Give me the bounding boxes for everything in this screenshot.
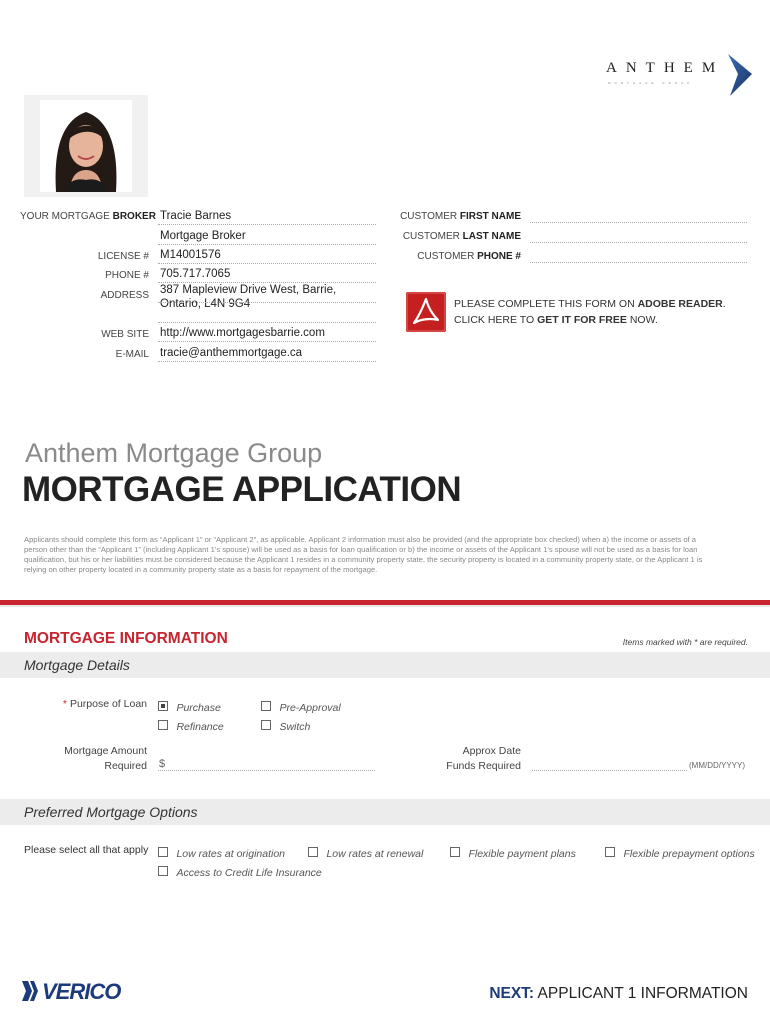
mortgage-info-title: MORTGAGE INFORMATION	[24, 630, 228, 647]
broker-title-underline	[158, 244, 376, 245]
phone-underline	[158, 282, 376, 283]
credit-life-insurance-checkbox[interactable]	[158, 866, 168, 876]
address-line2[interactable]: Ontario, L4N 9G4	[160, 298, 251, 310]
adobe-pdf-icon	[406, 292, 446, 332]
anthem-logo	[606, 52, 756, 98]
logo-chevron-icon	[722, 52, 756, 98]
customer-last-name-label: CUSTOMER LAST NAME	[402, 231, 521, 242]
broker-title[interactable]: Mortgage Broker	[160, 230, 246, 242]
email-underline	[158, 361, 376, 362]
license-value[interactable]: M14001576	[160, 249, 221, 261]
license-label: LICENSE #	[97, 251, 149, 262]
approx-date-field[interactable]	[532, 770, 687, 771]
address-underline-2	[158, 322, 376, 323]
intro-paragraph: Applicants should complete this form as “Applicant 1” or “Applicant 2”, as applicable. Applicant 2 information must also be provided (and the appropriate box checked) when a) the income or assets of a person other than the “Applicant 1” (including Applicant 1’s spouse) will be used as a basis for loan qualification or b) the income or assets of the Applicant 1’s spouse will not be used as a basis for loan qualification, but his or her liabilities must be considered because the Applicant 1 resides in a community property state, the security property is located in a community property state, or the Applicant 1 is relying on other property located in a community property state as a basis for repayment of the mortgage.	[24, 535, 703, 574]
license-underline	[158, 263, 376, 264]
switch-checkbox[interactable]	[261, 720, 271, 730]
flexible-prepayment-checkbox[interactable]	[605, 847, 615, 857]
purpose-option-refinance[interactable]: Refinance	[158, 717, 224, 735]
flexible-payment-checkbox[interactable]	[450, 847, 460, 857]
low-rates-renewal-checkbox[interactable]	[308, 847, 318, 857]
phone-value[interactable]: 705.717.7065	[160, 268, 231, 280]
verico-chevrons-icon	[22, 981, 42, 1001]
adobe-line-2: CLICK HERE TO GET IT FOR FREE NOW.	[454, 314, 658, 326]
verico-logo	[22, 979, 132, 1003]
customer-last-name-field[interactable]	[530, 242, 747, 243]
customer-phone-field[interactable]	[530, 262, 747, 263]
refinance-checkbox[interactable]	[158, 720, 168, 730]
adobe-reader-link[interactable]	[406, 292, 746, 332]
email-value[interactable]: tracie@anthemmortgage.ca	[160, 347, 303, 359]
broker-label: YOUR MORTGAGE BROKER	[20, 211, 156, 222]
option-flexible-payment[interactable]: Flexible payment plans	[450, 844, 576, 862]
purchase-checkbox[interactable]	[158, 701, 168, 711]
preapproval-checkbox[interactable]	[261, 701, 271, 711]
page-title: MORTGAGE APPLICATION	[22, 470, 462, 509]
select-all-label: Please select all that apply	[24, 844, 149, 856]
verico-wordmark: VERICO	[42, 979, 121, 1004]
purpose-label: * Purpose of Loan	[62, 698, 147, 710]
purpose-option-purchase[interactable]: Purchase	[158, 698, 221, 716]
low-rates-origination-checkbox[interactable]	[158, 847, 168, 857]
email-label: E-MAIL	[115, 349, 149, 360]
preferred-options-title: Preferred Mortgage Options	[24, 804, 198, 820]
section-divider-shadow	[0, 605, 770, 607]
website-label: WEB SITE	[101, 329, 149, 340]
adobe-line-1: PLEASE COMPLETE THIS FORM ON ADOBE READER.	[454, 298, 726, 310]
broker-photo	[40, 100, 132, 192]
broker-photo-frame	[24, 95, 148, 197]
logo-subtitle: MORTGAGE GROUP	[608, 81, 694, 85]
next-page-link[interactable]: NEXT: APPLICANT 1 INFORMATION	[489, 985, 748, 1002]
required-note: Items marked with * are required.	[622, 637, 748, 647]
approx-date-label: Approx Date Funds Required	[446, 745, 521, 772]
address-label: ADDRESS	[100, 290, 149, 301]
option-credit-life-insurance[interactable]: Access to Credit Life Insurance	[158, 863, 322, 881]
option-low-rates-renewal[interactable]: Low rates at renewal	[308, 844, 423, 862]
logo-wordmark: ANTHEM	[606, 60, 725, 76]
mortgage-amount-label: Mortgage Amount Required	[64, 745, 147, 772]
currency-symbol: $	[159, 758, 166, 770]
purpose-option-preapproval[interactable]: Pre-Approval	[261, 698, 341, 716]
address-line1[interactable]: 387 Mapleview Drive West, Barrie,	[160, 284, 337, 296]
customer-phone-label: CUSTOMER PHONE #	[417, 251, 521, 262]
mortgage-amount-field[interactable]	[158, 770, 375, 771]
person-portrait-icon	[40, 100, 132, 192]
date-format-hint: (MM/DD/YYYY)	[689, 761, 745, 770]
company-heading: Anthem Mortgage Group	[25, 438, 323, 468]
website-underline	[158, 341, 376, 342]
phone-label: PHONE #	[105, 270, 149, 281]
broker-name[interactable]: Tracie Barnes	[160, 210, 232, 222]
customer-first-name-label: CUSTOMER FIRST NAME	[400, 211, 521, 222]
address-underline-1	[158, 302, 376, 303]
option-low-rates-origination[interactable]: Low rates at origination	[158, 844, 285, 862]
purpose-option-switch[interactable]: Switch	[261, 717, 310, 735]
customer-first-name-field[interactable]	[530, 222, 747, 223]
broker-name-underline	[158, 224, 376, 225]
website-value[interactable]: http://www.mortgagesbarrie.com	[160, 327, 325, 339]
mortgage-details-title: Mortgage Details	[24, 657, 130, 673]
option-flexible-prepayment[interactable]: Flexible prepayment options	[605, 844, 755, 862]
